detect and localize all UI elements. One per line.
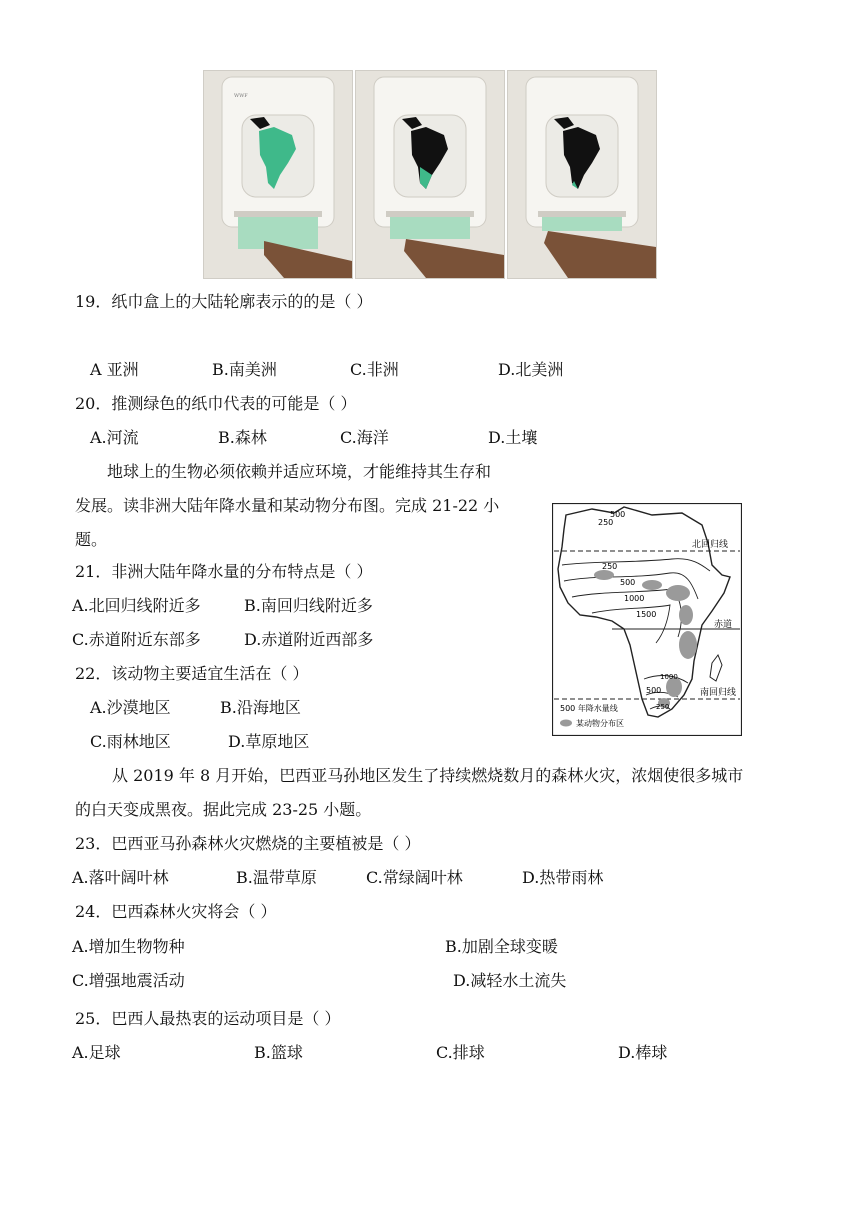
q25-option-c[interactable]: C.排球 (436, 1043, 485, 1062)
map-iso-500-top: 500 (610, 510, 626, 519)
q23-option-c[interactable]: C.常绿阔叶林 (366, 868, 463, 887)
q25-stem: 25．巴西人最热衷的运动项目是（ ） (75, 1009, 341, 1028)
svg-text:WWF: WWF (234, 93, 248, 99)
q21-option-d[interactable]: D.赤道附近西部多 (244, 630, 374, 649)
q24-option-a[interactable]: A.增加生物物种 (72, 937, 185, 956)
q22-option-c[interactable]: C.雨林地区 (90, 732, 171, 751)
africa-precipitation-map (552, 503, 742, 736)
q23-option-b[interactable]: B.温带草原 (236, 868, 317, 887)
q19-option-b[interactable]: B.南美洲 (212, 360, 277, 379)
map-label-north-tropic: 北回归线 (692, 540, 729, 550)
q20-option-a[interactable]: A.河流 (90, 428, 139, 447)
q21-stem: 21．非洲大陆年降水量的分布特点是（ ） (75, 562, 373, 581)
passage1-line1: 地球上的生物必须依赖并适应环境，才能维持其生存和 (107, 462, 492, 481)
q23-option-a[interactable]: A.落叶阔叶林 (72, 868, 169, 887)
passage2-line2: 的白天变成黑夜。据此完成 23-25 小题。 (75, 800, 372, 819)
q22-option-a[interactable]: A.沙漠地区 (90, 698, 171, 717)
q23-stem: 23．巴西亚马孙森林火灾燃烧的主要植被是（ ） (75, 834, 421, 853)
q21-option-c[interactable]: C.赤道附近东部多 (72, 630, 201, 649)
q22-stem: 22．该动物主要适宜生活在（ ） (75, 664, 309, 683)
q19-stem: 19．纸巾盒上的大陆轮廓表示的的是（ ） (75, 292, 373, 311)
tissue-box-photo-1 (203, 70, 353, 279)
q22-option-b[interactable]: B.沿海地区 (220, 698, 301, 717)
map-iso-250: 250 (602, 562, 618, 571)
q21-option-b[interactable]: B.南回归线附近多 (244, 596, 373, 615)
map-legend-area: 某动物分布区 (576, 719, 624, 728)
q25-option-a[interactable]: A.足球 (72, 1043, 121, 1062)
q22-option-d[interactable]: D.草原地区 (228, 732, 310, 751)
map-iso-250-top: 250 (598, 518, 614, 527)
q25-option-b[interactable]: B.篮球 (254, 1043, 303, 1062)
passage1-line3: 题。 (75, 530, 108, 549)
map-label-south-tropic: 南回归线 (700, 688, 737, 698)
q20-stem: 20．推测绿色的纸巾代表的可能是（ ） (75, 394, 357, 413)
tissue-box-photo-3 (507, 70, 657, 279)
map-iso-1000: 1000 (624, 594, 645, 603)
q20-option-b[interactable]: B.森林 (218, 428, 267, 447)
q19-option-a[interactable]: A 亚洲 (90, 360, 139, 379)
q19-option-c[interactable]: C.非洲 (350, 360, 399, 379)
q24-stem: 24．巴西森林火灾将会（ ） (75, 902, 277, 921)
q24-option-c[interactable]: C.增强地震活动 (72, 971, 185, 990)
q20-option-c[interactable]: C.海洋 (340, 428, 389, 447)
tissue-box-photo-2 (355, 70, 505, 279)
map-legend-isoline: 500 年降水量线 (560, 704, 618, 713)
map-label-equator: 赤道 (714, 620, 733, 630)
passage2-line1: 从 2019 年 8 月开始，巴西亚马孙地区发生了持续燃烧数月的森林火灾，浓烟使很多城市 (112, 766, 744, 785)
q24-option-d[interactable]: D.减轻水土流失 (453, 971, 567, 990)
map-iso-1000-s: 1000 (660, 673, 678, 681)
map-iso-250-s: 250 (656, 703, 670, 711)
q20-option-d[interactable]: D.土壤 (488, 428, 538, 447)
passage1-line2: 发展。读非洲大陆年降水量和某动物分布图。完成 21-22 小 (75, 496, 500, 515)
q24-option-b[interactable]: B.加剧全球变暖 (445, 937, 558, 956)
q23-option-d[interactable]: D.热带雨林 (522, 868, 604, 887)
q21-option-a[interactable]: A.北回归线附近多 (72, 596, 201, 615)
map-iso-500: 500 (620, 578, 636, 587)
q19-option-d[interactable]: D.北美洲 (498, 360, 564, 379)
map-iso-1500: 1500 (636, 610, 657, 619)
q25-option-d[interactable]: D.棒球 (618, 1043, 668, 1062)
map-iso-500-s: 500 (646, 686, 662, 695)
